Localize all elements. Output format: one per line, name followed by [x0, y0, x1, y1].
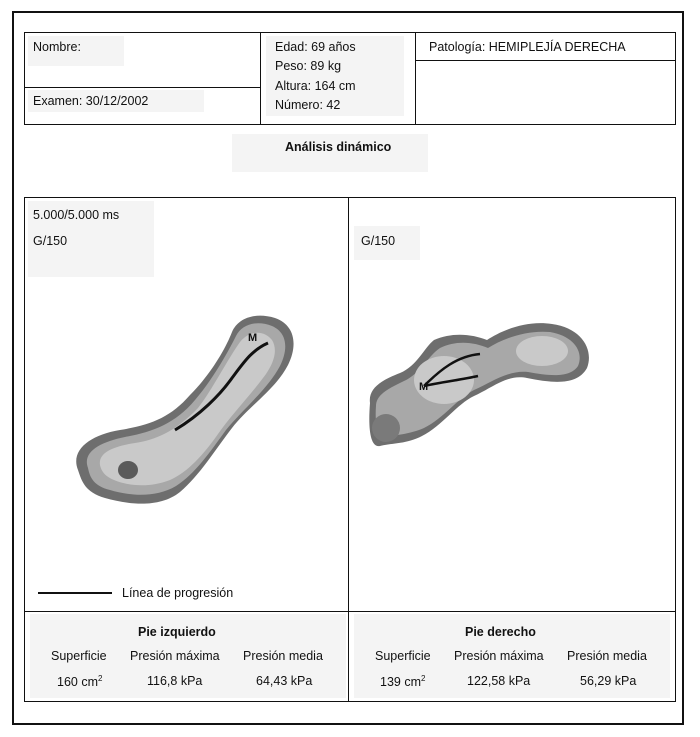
weight: Peso: 89 kg — [275, 59, 342, 73]
section-title: Análisis dinámico — [285, 140, 392, 154]
left-h-mean: Presión media — [243, 649, 323, 663]
right-h-max: Presión máxima — [454, 649, 544, 663]
header-divider-1 — [260, 32, 261, 125]
legend-label: Línea de progresión — [122, 586, 234, 600]
right-h-surface: Superficie — [375, 649, 431, 663]
left-h-max: Presión máxima — [130, 649, 220, 663]
right-surface-value: 139 $cm^2$ — [380, 674, 426, 689]
header-divider-2 — [415, 32, 416, 125]
left-stats-title: Pie izquierdo — [138, 625, 216, 639]
legend-line — [38, 592, 112, 594]
height: Altura: 164 cm — [275, 79, 356, 93]
panels-divider — [348, 197, 349, 702]
left-scale: G/150 — [33, 234, 68, 248]
right-h-mean: Presión media — [567, 649, 647, 663]
age: Edad: 69 años — [275, 40, 356, 54]
right-footprint-map — [362, 318, 602, 468]
right-heel-zone — [372, 414, 400, 442]
right-midfoot-zone — [414, 356, 474, 404]
header-row-divider-right — [415, 60, 676, 61]
right-marker: M — [419, 381, 429, 393]
exam-date: Examen: 30/12/2002 — [33, 94, 149, 108]
right-max-value: 122,58 kPa — [467, 674, 531, 688]
left-max-value: 116,8 kPa — [147, 674, 203, 688]
left-heel-zone — [118, 461, 138, 479]
right-mean-value: 56,29 kPa — [580, 674, 637, 688]
left-footprint-map — [60, 300, 320, 540]
left-mean-value: 64,43 kPa — [256, 674, 313, 688]
right-stats-title: Pie derecho — [465, 625, 536, 639]
nombre-label: Nombre: — [33, 40, 81, 54]
left-marker: M — [248, 332, 258, 344]
right-forefoot-zone — [516, 336, 568, 366]
left-h-surface: Superficie — [51, 649, 107, 663]
number: Número: 42 — [275, 98, 341, 112]
left-time: 5.000/5.000 ms — [33, 208, 120, 222]
stats-divider — [24, 611, 676, 612]
pathology: Patología: HEMIPLEJÍA DERECHA — [429, 40, 626, 54]
right-scale: G/150 — [361, 234, 396, 248]
left-surface-value: 160 $cm^2$ — [57, 674, 103, 689]
header-row-divider-left — [24, 87, 260, 88]
